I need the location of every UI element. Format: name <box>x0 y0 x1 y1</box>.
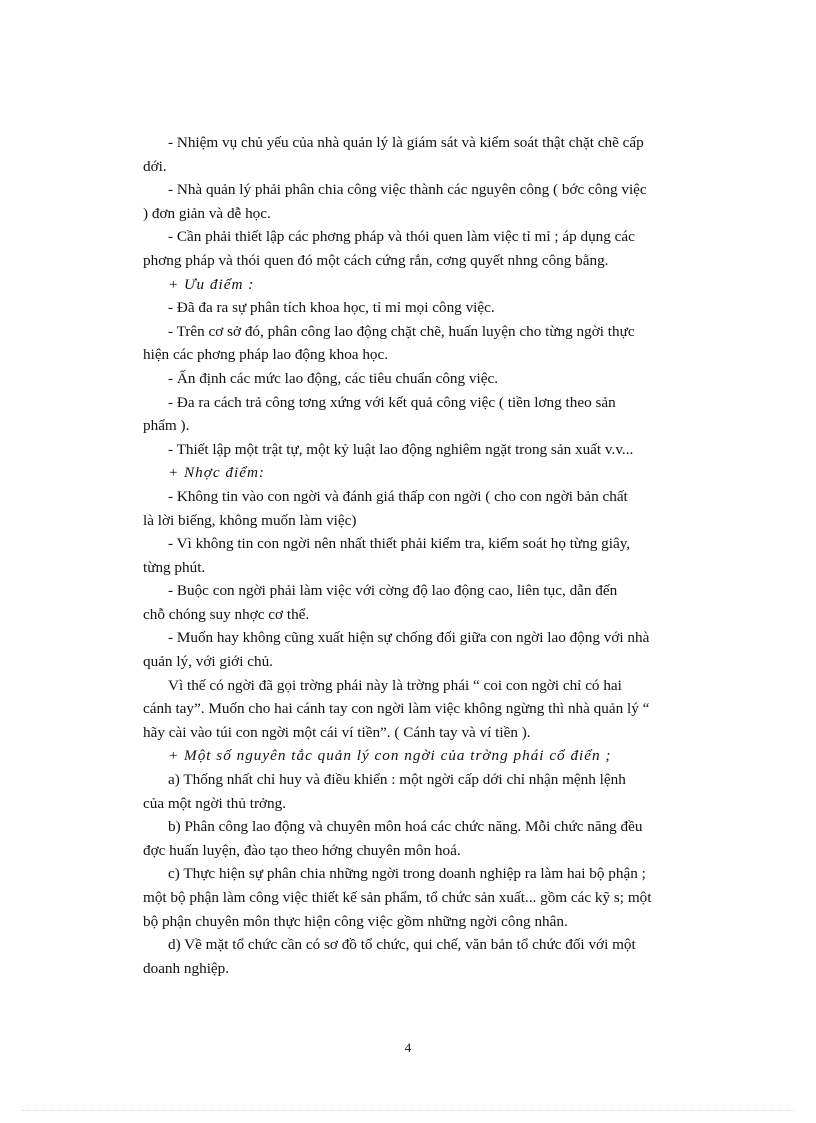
paragraph-continuation: ) đơn giản và dễ học. <box>143 204 271 222</box>
paragraph-continuation: cánh tay”. Muốn cho hai cánh tay con ngời làm việc không ngừng thì nhà quản lý “ <box>143 700 650 718</box>
paragraph-continuation: là lời biếng, không muốn làm việc) <box>143 511 357 529</box>
paragraph-continuation: phơng pháp và thói quen đó một cách cứng rắn, cơng quyết nhng công bằng. <box>143 251 609 269</box>
paragraph-line: c) Thực hiện sự phân chia những ngời trong doanh nghiệp ra làm hai bộ phận ; <box>168 865 646 883</box>
paragraph-line: - Trên cơ sở đó, phân công lao động chặt chẽ, huấn luyện cho từng ngời thực <box>168 322 635 340</box>
paragraph-continuation: đợc huấn luyện, đào tạo theo hớng chuyên môn hoá. <box>143 841 461 859</box>
paragraph-continuation: chỗ chóng suy nhợc cơ thể. <box>143 605 310 623</box>
paragraph-continuation: doanh nghiệp. <box>143 959 230 977</box>
paragraph-continuation: một bộ phận làm công việc thiết kế sản phẩm, tổ chức sản xuất... gồm các kỹ s; một <box>143 889 652 906</box>
paragraph-line: - Đã đa ra sự phân tích khoa học, tỉ mỉ mọi công việc. <box>168 299 495 317</box>
paragraph-line: - Cần phải thiết lập các phơng pháp và thói quen làm việc tỉ mỉ ; áp dụng các <box>168 228 635 246</box>
paragraph-line: - Buộc con ngời phải làm việc với cờng độ lao động cao, liên tục, dẫn đến <box>168 582 618 600</box>
paragraph-line: d) Về mặt tổ chức cần có sơ đồ tổ chức, qui chế, văn bản tổ chức đối với một <box>168 936 636 954</box>
paragraph-line: - Đa ra cách trả công tơng xứng với kết quả công việc ( tiền lơng theo sản <box>168 393 616 411</box>
paragraph-line: - Thiết lập một trật tự, một kỷ luật lao động nghiêm ngặt trong sản xuất v.v... <box>168 440 634 458</box>
paragraph-continuation: quản lý, với giới chủ. <box>143 653 273 671</box>
document-body <box>143 131 740 980</box>
paragraph-line: - Ấn định các mức lao động, các tiêu chuẩn công việc. <box>168 369 498 387</box>
paragraph-line: - Không tin vào con ngời và đánh giá thấp con ngời ( cho con ngời bản chất <box>168 487 628 505</box>
paragraph-line: - Nhiệm vụ chủ yếu của nhà quản lý là giám sát và kiểm soát thật chặt chẽ cấp <box>168 134 644 151</box>
paragraph-line: a) Thống nhất chỉ huy và điều khiển : một ngời cấp dới chỉ nhận mệnh lệnh <box>168 771 626 789</box>
paragraph-continuation: hiện các phơng pháp lao động khoa học. <box>143 346 389 364</box>
paragraph-continuation: từng phút. <box>143 558 206 576</box>
paragraph-continuation: bộ phận chuyên môn thực hiện công việc gồm những ngời công nhân. <box>143 912 568 930</box>
paragraph-continuation: hãy cài vào túi con ngời một cái ví tiền”. ( Cánh tay và ví tiền ). <box>143 723 531 741</box>
section-heading: + Nhợc điểm: <box>168 464 265 482</box>
paragraph-line: - Vì không tin con ngời nên nhất thiết phải kiểm tra, kiểm soát họ từng giây, <box>168 535 631 553</box>
page-number: 4 <box>404 1040 412 1055</box>
body-text <box>143 131 740 980</box>
section-heading: + Một số nguyên tắc quản lý con ngời của trờng phái cổ điển ; <box>168 747 612 765</box>
paragraph-line: - Nhà quản lý phải phân chia công việc thành các nguyên công ( bớc công việc <box>168 181 647 199</box>
paragraph-continuation: phẩm ). <box>143 417 190 435</box>
paragraph-line: - Muốn hay không cũng xuất hiện sự chống đối giữa con ngời lao động với nhà <box>168 629 650 647</box>
paragraph-continuation: của một ngời thủ trởng. <box>143 794 287 812</box>
paragraph-line: b) Phân công lao động và chuyên môn hoá các chức năng. Mỗi chức năng đều <box>168 818 643 836</box>
paragraph-continuation: dới. <box>143 157 167 175</box>
page-footer-rule <box>22 1110 794 1111</box>
section-heading: + Ưu điểm : <box>168 275 255 293</box>
paragraph-line: Vì thế có ngời đã gọi trờng phái này là trờng phái “ coi con ngời chỉ có hai <box>168 676 622 694</box>
